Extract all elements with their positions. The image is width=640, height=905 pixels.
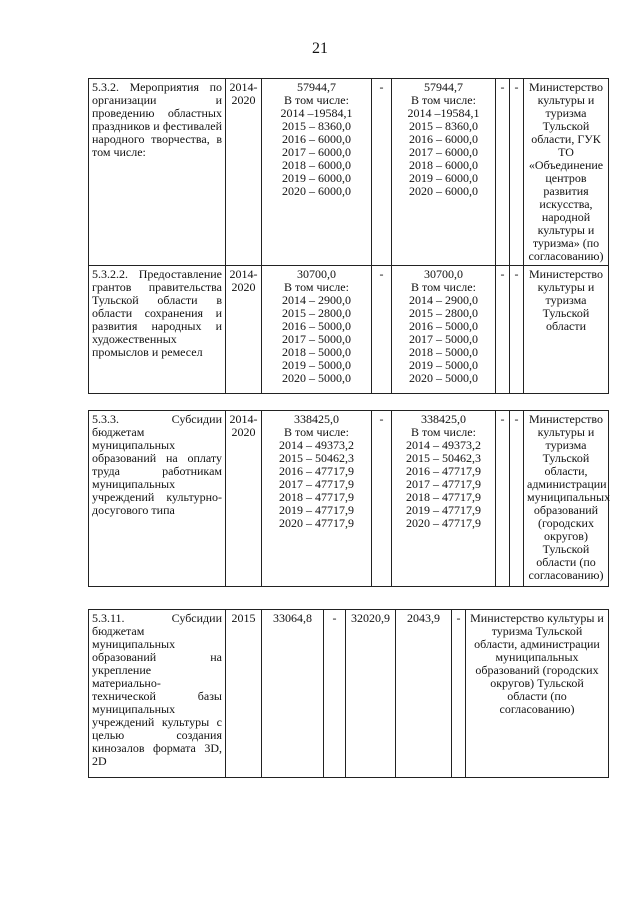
- federal-cell: -: [324, 610, 346, 778]
- table-row: [89, 411, 609, 587]
- activity-description: 5.3.2.2. Предоставление грантов правительства Тульской области в области сохранения и развития народных и художественных промыслов и ремесел: [89, 266, 226, 394]
- federal-cell: -: [372, 79, 392, 266]
- responsible-org: Министерство культуры и туризма Тульской области, ГУК ТО «Объединение центров развития искусства, народной культуры и туризма» (по согласованию): [524, 79, 609, 266]
- regional-funding-cell: 57944,7 В том числе: 2014 –19584,1 2015 – 8360,0 2016 – 6000,0 2017 – 6000,0 2018 – 6000,0 2019 – 6000,0 2020 – 6000,0: [392, 79, 496, 266]
- table-row: [89, 610, 609, 778]
- federal-cell: -: [372, 411, 392, 587]
- municipal-funding-cell: 2043,9: [396, 610, 452, 778]
- period-cell: 2015: [226, 610, 262, 778]
- program-table-2: [88, 410, 609, 587]
- extra-budget-cell: -: [510, 266, 524, 394]
- total-funding-cell: 33064,8: [262, 610, 324, 778]
- period-cell: 2014- 2020: [226, 411, 262, 587]
- federal-cell: -: [372, 266, 392, 394]
- extra-budget-cell: -: [510, 411, 524, 587]
- regional-funding-cell: 30700,0 В том числе: 2014 – 2900,0 2015 – 2800,0 2016 – 5000,0 2017 – 5000,0 2018 – 5000,0 2019 – 5000,0 2020 – 5000,0: [392, 266, 496, 394]
- regional-funding-cell: 338425,0 В том числе: 2014 – 49373,2 2015 – 50462,3 2016 – 47717,9 2017 – 47717,9 2018 – 47717,9 2019 – 47717,9 2020 – 47717,9: [392, 411, 496, 587]
- extra-budget-cell: -: [452, 610, 466, 778]
- total-funding-cell: 30700,0 В том числе: 2014 – 2900,0 2015 – 2800,0 2016 – 5000,0 2017 – 5000,0 2018 – 5000,0 2019 – 5000,0 2020 – 5000,0: [262, 266, 372, 394]
- responsible-org: Министерство культуры и туризма Тульской области: [524, 266, 609, 394]
- total-funding-cell: 57944,7 В том числе: 2014 –19584,1 2015 – 8360,0 2016 – 6000,0 2017 – 6000,0 2018 – 6000,0 2019 – 6000,0 2020 – 6000,0: [262, 79, 372, 266]
- table-row: [89, 79, 609, 266]
- activity-description: 5.3.2. Мероприятия по организации и проведению областных праздников и фестивалей народного творчества, в том числе:: [89, 79, 226, 266]
- extra-budget-cell: -: [510, 79, 524, 266]
- regional-funding-cell: 32020,9: [346, 610, 396, 778]
- page-number: 21: [312, 40, 328, 57]
- activity-description: 5.3.3. Субсидии бюджетам муниципальных образований на оплату труда работникам муниципальных учреждений культурно-досугового типа: [89, 411, 226, 587]
- municipal-cell: -: [496, 411, 510, 587]
- period-cell: 2014- 2020: [226, 79, 262, 266]
- municipal-cell: -: [496, 79, 510, 266]
- period-cell: 2014- 2020: [226, 266, 262, 394]
- responsible-org: Министерство культуры и туризма Тульской области, администрации муниципальных образований (городских округов) Тульской области (по согласованию): [466, 610, 609, 778]
- responsible-org: Министерство культуры и туризма Тульской области, администрации муниципальных образований (городских округов) Тульской области (по согласованию): [524, 411, 609, 587]
- municipal-cell: -: [496, 266, 510, 394]
- table-row: [89, 266, 609, 394]
- total-funding-cell: 338425,0 В том числе: 2014 – 49373,2 2015 – 50462,3 2016 – 47717,9 2017 – 47717,9 2018 – 47717,9 2019 – 47717,9 2020 – 47717,9: [262, 411, 372, 587]
- program-table-3: [88, 609, 609, 778]
- activity-description: 5.3.11. Субсидии бюджетам муниципальных образований на укрепление материально-технической базы муниципальных учреждений культуры с целью создания кинозалов формата 3D, 2D: [89, 610, 226, 778]
- program-table-1: [88, 78, 609, 394]
